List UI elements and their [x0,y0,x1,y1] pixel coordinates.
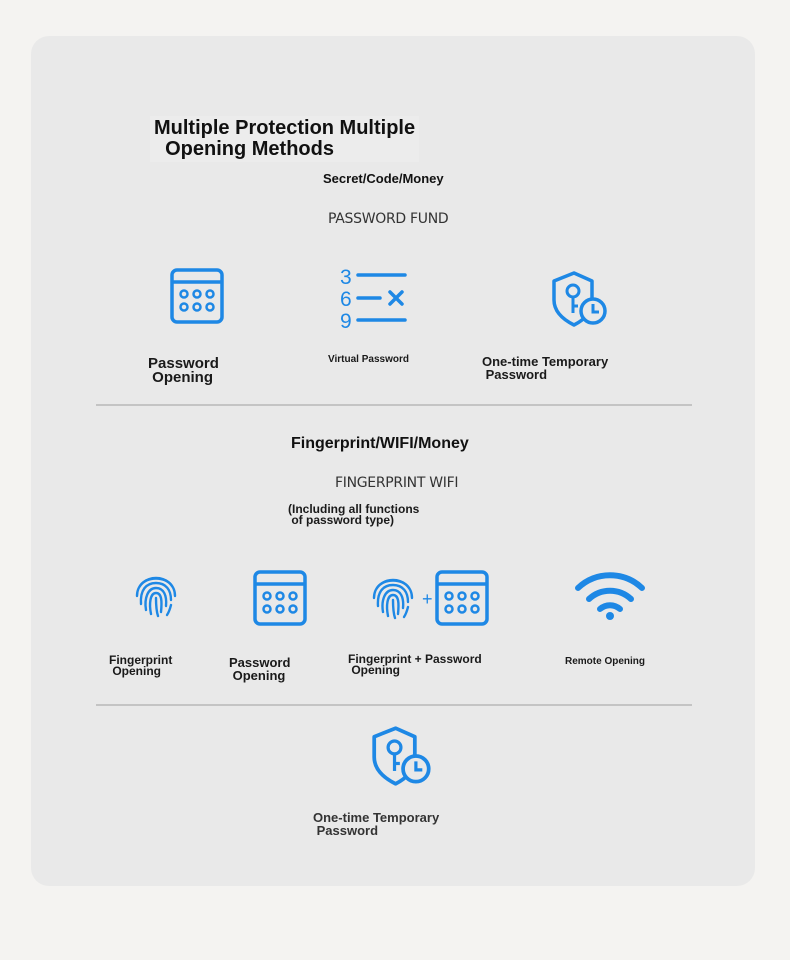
section2-subtitle: Fingerprint/WIFI/Money [291,435,469,452]
password-opening-label: Password Opening [229,655,291,683]
digit-9: 9 [340,310,352,328]
divider [96,704,692,706]
fingerprint-plus-keypad-icon [369,570,491,626]
fingerprint-password-label: Fingerprint + Password Opening [348,652,482,677]
section1-caption: PASSWORD FUND [328,211,449,227]
page-title: Multiple Protection Multiple Opening Methods [150,116,419,162]
wifi-icon [574,570,646,624]
remote-opening-label: Remote Opening [565,656,646,667]
fingerprint-icon [132,572,180,620]
digit-3: 3 [340,266,352,289]
shield-key-clock-icon [372,725,432,787]
keypad-icon [170,268,224,324]
divider [96,404,692,406]
digit-6: 6 [340,288,352,311]
keypad-icon [253,570,307,626]
password-opening-label: Password Opening [148,355,219,386]
section2-note: (Including all functions of password type) [288,502,420,527]
plus-sign: + [422,589,433,609]
fingerprint-opening-label: Fingerprint Opening [109,653,173,678]
one-time-password-label: One-time Temporary Password [313,810,440,838]
virtual-password-icon [338,266,408,328]
section1-subtitle: Secret/Code/Money [323,171,444,186]
shield-key-clock-icon [552,270,608,328]
virtual-password-label: Virtual Password [328,354,409,365]
one-time-password-label: One-time Temporary Password [482,354,609,382]
section2-caption: FINGERPRINT WIFI [335,475,459,491]
